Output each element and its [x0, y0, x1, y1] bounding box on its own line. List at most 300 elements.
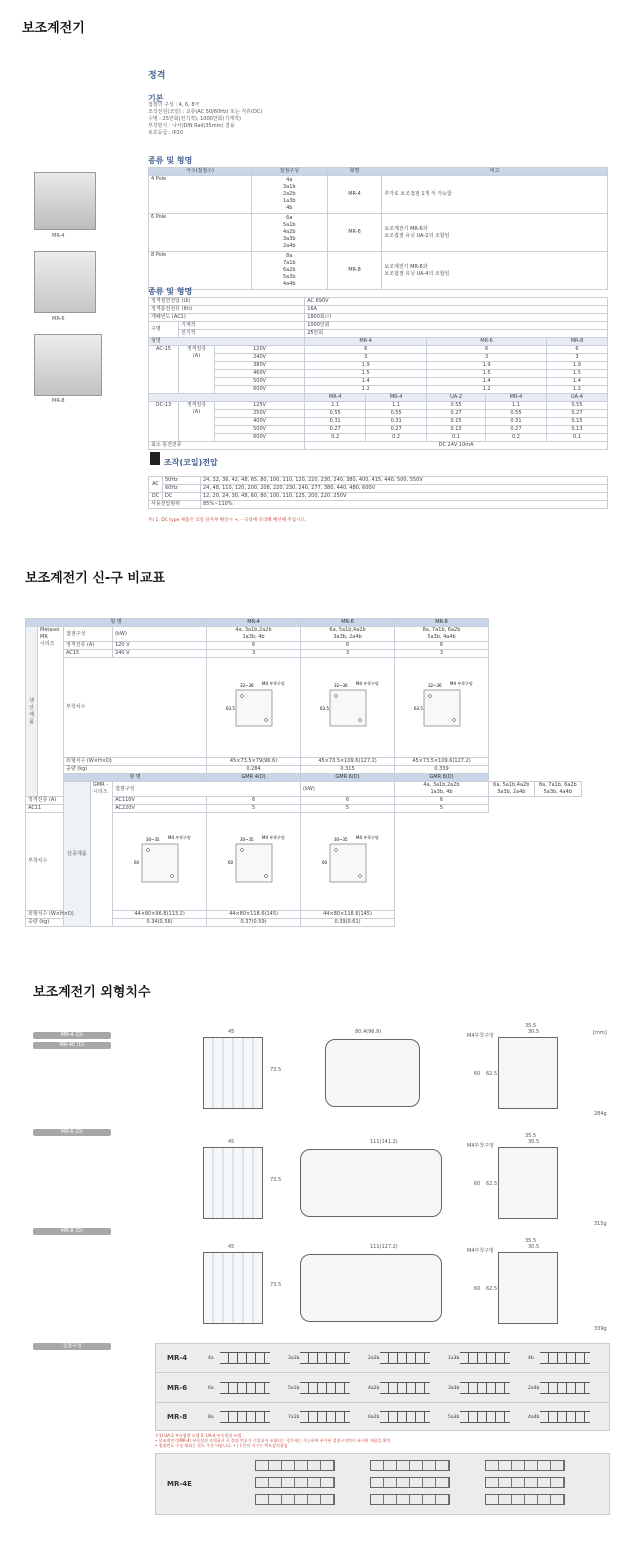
basic-line: 수명 : 25만회(전기적), 1000만회(기계적) [148, 116, 241, 122]
contact-symbol [540, 1382, 590, 1394]
weight-label: 284g [594, 1111, 607, 1117]
c: 4a, 3a1b,2a2b [235, 627, 272, 633]
divider [155, 1372, 610, 1373]
cell: 1.1 [305, 402, 366, 410]
mr4e-symbol [485, 1460, 565, 1471]
contact-model-mr4: MR-4 [167, 1354, 188, 1362]
contact-model-mr4e: MR-4E [167, 1480, 192, 1488]
rear-view [498, 1252, 558, 1324]
dim-front-height: 73.5 [270, 1282, 282, 1288]
contact-symbol [380, 1411, 430, 1423]
cell: 0.31 [366, 418, 427, 426]
cell: 0.55 [427, 402, 486, 410]
cell: 50Hz [163, 477, 201, 485]
cell: 3 [395, 650, 489, 658]
cell: 6 [546, 346, 607, 354]
contact-symbol [220, 1411, 270, 1423]
cell: 0.55 [485, 410, 546, 418]
c: (A) [192, 409, 201, 415]
cell: 1.1 [366, 402, 427, 410]
c: 3a3b, 2a4b [497, 789, 526, 795]
cell: 0.27 [485, 426, 546, 434]
cell: 수명 [149, 322, 179, 338]
cell: DC-13 [149, 402, 179, 442]
mr8-photo [34, 334, 102, 396]
mount-hole-label: M4부착구멍 [467, 1143, 494, 1149]
cell: 6 [427, 346, 547, 354]
mount-text: M4 부착구멍 [449, 681, 473, 686]
contact-notes [155, 1433, 610, 1448]
cell: 0.15 [546, 418, 607, 426]
mount-text: 63.5 [413, 706, 423, 711]
cell: 1.9 [305, 362, 427, 370]
coil-icon [150, 452, 160, 465]
c: 시리즈 [92, 789, 108, 795]
cell: 정격절연전압 (Ui) [149, 298, 305, 306]
mount-text: 32~36 [239, 683, 254, 688]
dim-top2: 30.5 [528, 1139, 540, 1145]
cell: 1800회/시 [305, 314, 608, 322]
mount-text: 30~35 [333, 837, 348, 842]
th: MR-8 [395, 619, 489, 627]
c: 6a, 5a1b,4a2b [329, 627, 366, 633]
basic-spec-list [148, 102, 448, 137]
c: 6a, 5a1b,4a2b [493, 782, 530, 788]
spec-heading: 정격 [148, 71, 166, 81]
cell: 0.39(0.61) [301, 919, 395, 927]
cell: 45×73.5×109.6(127.2) [395, 758, 489, 766]
mount-drawing-gmr6 [207, 813, 301, 911]
cell: 생산제품 [26, 627, 38, 797]
contact-symbol [460, 1382, 510, 1394]
front-view [203, 1252, 263, 1324]
c: 2a4b [282, 243, 296, 249]
cell: 1.5 [305, 370, 427, 378]
cell: 16A [305, 306, 608, 314]
cell: 1.9 [427, 362, 547, 370]
cell: DC [149, 493, 163, 501]
basic-line: 부착방식 : 나사/DIN Rail(35mm) 겸용 [148, 123, 235, 129]
cell: 24, 48, 110, 120, 200, 208, 220, 230, 240, 277, 380, 440, 480, 600V [201, 485, 608, 493]
cell: DC [163, 493, 201, 501]
model-pill: MR-6 (D) [33, 1129, 111, 1136]
c: (A) [192, 353, 201, 359]
cell: 3 [207, 650, 301, 658]
photo-label-mr8: MR-8 [52, 398, 65, 404]
cell: 0.27 [427, 410, 486, 418]
cell: 1.4 [305, 378, 427, 386]
mount-hole-label: M4부착구멍 [467, 1248, 494, 1254]
c: 1a3b, 4b [430, 789, 453, 795]
th: 비고 [382, 168, 608, 176]
contact-code: 2a4b [528, 1386, 540, 1391]
cell: 1.4 [427, 378, 547, 386]
th: GMR 6(D) [301, 774, 395, 782]
mount-text: M4 부착구멍 [355, 681, 379, 686]
cell: 정격통전전류 (Ith) [149, 306, 305, 314]
cell: 외형치수 (W×H×D) [64, 758, 207, 766]
mr4e-symbol [370, 1494, 450, 1505]
cell: 500V [215, 426, 305, 434]
cell: 60Hz [163, 485, 201, 493]
cell: 0.27 [305, 426, 366, 434]
cell: 120V [215, 346, 305, 354]
mount-drawing-gmr8 [301, 813, 395, 911]
mount-text: 60 [133, 860, 139, 865]
cell: 240V [215, 354, 305, 362]
mr4e-symbol [255, 1494, 335, 1505]
cell: UA-2 [427, 394, 486, 402]
cell: MR-6 [427, 338, 547, 346]
mount-hole-label: M4부착구멍 [467, 1033, 494, 1039]
c: 4a2b [282, 229, 296, 235]
cell: 정격전류 (A) [64, 642, 113, 650]
compare-table [25, 618, 582, 927]
cell: 12, 20, 24, 30, 48, 60, 80, 100, 110, 125, 200, 220, 250V [201, 493, 608, 501]
c: 1a3b [282, 198, 296, 204]
cell: 3 [427, 354, 547, 362]
cell: 6 [207, 797, 301, 805]
contact-symbol [300, 1382, 350, 1394]
cell: 44×80×96.8(113.2) [113, 911, 207, 919]
contact-symbol [460, 1352, 510, 1364]
mr4e-symbol [255, 1460, 335, 1471]
cell: 기계적 [179, 322, 305, 330]
cell: 400V [215, 418, 305, 426]
th: 극수(접점수) [149, 168, 252, 176]
th: GMR 4(D) [207, 774, 301, 782]
contact-code: 4a4b [528, 1415, 540, 1420]
c: Metasol [40, 627, 60, 633]
unit-label: [mm] [593, 1030, 607, 1036]
cell: 600V [215, 386, 305, 394]
cell: AC-15 [149, 346, 179, 394]
contact-code: 4a [208, 1356, 214, 1361]
cell: 25만회 [305, 330, 608, 338]
photo-label-mr6: MR-6 [52, 316, 65, 322]
cell: 0.31 [305, 418, 366, 426]
cell: AC11 [26, 805, 64, 813]
cell: AC220V [113, 805, 207, 813]
cell: 5 [301, 805, 395, 813]
types-heading: 종류 및 형명 [148, 156, 193, 165]
cell: 중량 (kg) [26, 919, 91, 927]
cell: 1.5 [427, 370, 547, 378]
cell: 250V [215, 410, 305, 418]
cell: (kW) [113, 627, 207, 642]
contact-code: 3a1b [288, 1356, 300, 1361]
mr4-photo [34, 172, 96, 230]
cell: 1000만회 [305, 322, 608, 330]
cell: MR-4 [366, 394, 427, 402]
cell: 240 V [113, 650, 207, 658]
contact-code: 1a3b [448, 1356, 460, 1361]
cell: 0.2 [366, 434, 427, 442]
c: 6a [286, 215, 293, 221]
cell: AC15 [64, 650, 113, 658]
cell: 1.5 [546, 370, 607, 378]
cell: UA-4 [546, 394, 607, 402]
cell: 0.284 [207, 766, 301, 774]
dim-width: 45 [228, 1029, 235, 1035]
dim-front-height: 73.5 [270, 1177, 282, 1183]
cell: 0.15 [427, 418, 486, 426]
coil-heading: 조작(코일)전압 [164, 458, 218, 467]
cell: 0.1 [427, 434, 486, 442]
cell: 44×80×118.6(145) [301, 911, 395, 919]
rating-heading: 종류 및 형명 [148, 287, 193, 296]
cell: 600V [215, 434, 305, 442]
note: 주1) UA-2 부속접점 모델 2. UA-4 부속접점 모델 [155, 1433, 242, 1438]
cell: 접점구성 [64, 627, 113, 642]
basic-line: 접점의 구성 : 4, 6, 8극 [148, 102, 200, 108]
dim-h2: 62.5 [486, 1071, 498, 1077]
compare-title: 보조계전기 신-구 비교표 [25, 571, 166, 586]
c: 3a3b, 2a4b [333, 634, 362, 640]
c: 2a2b [282, 191, 296, 197]
cell: 6 [301, 797, 395, 805]
mount-drawing-mr4 [207, 658, 301, 758]
c: 보조계전기 MR-6과 [384, 225, 428, 232]
dim-width: 45 [228, 1139, 235, 1145]
c: 보조접점 유닛 UA-2의 조합임 [384, 232, 450, 239]
rear-view [498, 1037, 558, 1109]
basic-line: 조작전원(코일) : 교류(AC 50/60Hz) 또는 직류(DC) [148, 109, 263, 115]
cell: MR-8 [327, 252, 382, 290]
cell: 380V [215, 362, 305, 370]
th: GMR 8(D) [395, 774, 489, 782]
cell: 0.34(0.56) [113, 919, 207, 927]
rating-table [148, 297, 608, 450]
cell: 6 [301, 642, 395, 650]
contact-symbol [540, 1352, 590, 1364]
cell: 6 [395, 642, 489, 650]
cell: 1.2 [427, 386, 547, 394]
c: 정격전류 [186, 402, 207, 408]
front-view [203, 1037, 263, 1109]
mr4e-symbol [255, 1477, 335, 1488]
c: 보조계전기 MR-8과 [384, 263, 428, 270]
cell: 6 [395, 797, 489, 805]
rear-view [498, 1147, 558, 1219]
c: 4a, 3a1b,2a2b [423, 782, 460, 788]
cell: 접점구성 [113, 782, 301, 797]
cell: 45×73.5×79(96.6) [207, 758, 301, 766]
mr4e-symbol [370, 1460, 450, 1471]
cell: 0.13 [546, 426, 607, 434]
cell: 120 V [113, 642, 207, 650]
cell: 4 Pole [149, 176, 252, 214]
cell: 0.2 [305, 434, 366, 442]
cell: MR-4 [305, 338, 427, 346]
model-pill: MR-8 (D) [33, 1228, 111, 1235]
th: MR-6 [301, 619, 395, 627]
cell: MR-8 [546, 338, 607, 346]
dim-h1: 60 [474, 1181, 481, 1187]
c: 5a3b, 4a4b [427, 634, 456, 640]
cell: 0.55 [305, 410, 366, 418]
dim-top: 35.5 [525, 1023, 537, 1029]
dim-top2: 30.5 [528, 1244, 540, 1250]
contact-code: 4b [528, 1356, 534, 1361]
c: 6a2b [282, 267, 296, 273]
cell: 3 [305, 354, 427, 362]
cell: 44×80×118.6(145) [207, 911, 301, 919]
cell: 0.27 [546, 410, 607, 418]
basic-line: 보호등급 : IP20 [148, 130, 184, 136]
cell: 85%~110% [201, 501, 608, 509]
side-view [325, 1039, 420, 1107]
c: 8a, 7a1b, 6a2b [538, 782, 577, 788]
cell: MR-4 [305, 394, 366, 402]
model-pill: MR-4 (D) [33, 1032, 111, 1039]
cell: (kW) [301, 782, 395, 797]
c: 3a3b [282, 236, 296, 242]
cell: AC 690V [305, 298, 608, 306]
dims-title: 보조계전기 외형치수 [33, 985, 151, 1000]
cell: 5 [207, 805, 301, 813]
cell: 0.13 [427, 426, 486, 434]
th: MR-4 [207, 619, 301, 627]
cell: 추가로 보조접점 1개 식 가능함 [382, 176, 608, 214]
dim-depth: 111(127.2) [370, 1244, 398, 1250]
cell: 1.2 [305, 386, 427, 394]
cell: 최소 통전전류 [149, 442, 305, 450]
cell: 3 [301, 650, 395, 658]
mount-text: M4 부착구멍 [167, 835, 191, 840]
mount-text: 32~36 [333, 683, 348, 688]
cell: 0.55 [366, 410, 427, 418]
dim-h2: 62.5 [486, 1286, 498, 1292]
mount-text: 30~35 [145, 837, 160, 842]
c: 보조접점 유닛 UA-4의 조합임 [384, 270, 450, 277]
cell: MR-6 [327, 214, 382, 252]
mount-text: 63.5 [319, 706, 329, 711]
c: MR [40, 634, 48, 640]
mr4e-symbol [485, 1494, 565, 1505]
c: 8a [286, 253, 293, 259]
mount-text: 60 [227, 860, 233, 865]
cell: 0.339 [395, 766, 489, 774]
basic-heading: 기본 [148, 94, 164, 103]
cell: 3 [546, 354, 607, 362]
cell: 1.9 [546, 362, 607, 370]
note: • 보조계전기(MR-4) 부속접점 모델표시 시 접점 번호가 기입되어 조립되는 경우에는 가능하여 부가된 접점구성만이 표시된 제품을 확인 [155, 1438, 391, 1443]
cell: 0.31 [485, 418, 546, 426]
mount-text: 63.5 [225, 706, 235, 711]
cell: MR-4 [327, 176, 382, 214]
cell: 전기적 [179, 330, 305, 338]
contact-symbol [220, 1352, 270, 1364]
cell: 0.2 [485, 434, 546, 442]
th: 형명 [327, 168, 382, 176]
mr6-photo [34, 251, 96, 313]
contact-code: 5a1b [288, 1386, 300, 1391]
cell: 6 Pole [149, 214, 252, 252]
cell: 형명 [149, 338, 305, 346]
contact-code: 8a [208, 1415, 214, 1420]
dim-top2: 30.5 [528, 1029, 540, 1035]
contact-code: 4a2b [368, 1386, 380, 1391]
mount-text: 60 [321, 860, 327, 865]
mount-text: M4 부착구멍 [261, 681, 285, 686]
th: 접점구성 [251, 168, 327, 176]
cell: 45×73.5×109.6(127.2) [301, 758, 395, 766]
dim-top: 35.5 [525, 1133, 537, 1139]
dim-h1: 60 [474, 1071, 481, 1077]
mount-text: M4 부착구멍 [355, 835, 379, 840]
c: 시리즈 [40, 641, 55, 647]
c: 정격전류 [186, 346, 207, 352]
th: 형 명 [64, 774, 207, 782]
mr4e-symbol [370, 1477, 450, 1488]
cell: AC110V [113, 797, 207, 805]
mr4e-symbol [485, 1477, 565, 1488]
cell: 중량 (kg) [64, 766, 207, 774]
cell: 0.55 [546, 402, 607, 410]
contact-pill: 접점구성 [33, 1343, 111, 1350]
c: 3a1b [282, 184, 296, 190]
c: 4a [286, 177, 293, 183]
contact-code: 5a3b [448, 1415, 460, 1420]
cell: 1.4 [546, 378, 607, 386]
contact-symbol [380, 1352, 430, 1364]
types-table [148, 167, 608, 290]
cell: 0.27 [366, 426, 427, 434]
weight-label: 315g [594, 1221, 607, 1227]
dim-depth: 80.4(96.9) [355, 1029, 382, 1035]
cell: 부착치수 [26, 813, 91, 911]
dim-h2: 62.5 [486, 1181, 498, 1187]
cell: 개폐빈도 (AC1) [149, 314, 305, 322]
c: 1a3b, 4b [242, 634, 265, 640]
cell: AC [149, 477, 163, 493]
side-view [300, 1254, 442, 1322]
cell: 5 [395, 805, 489, 813]
cell: 사용전압범위 [149, 501, 201, 509]
cell: 정격전류 (A) [26, 797, 64, 805]
cell: 6 [305, 346, 427, 354]
page-title-relay: 보조계전기 [22, 21, 85, 36]
cell: 1.1 [485, 402, 546, 410]
cell: 460V [215, 370, 305, 378]
front-view [203, 1147, 263, 1219]
contact-code: 6a [208, 1386, 214, 1391]
cell: 외형치수 (W×H×D) [26, 911, 91, 919]
contact-code: 2a2b [368, 1356, 380, 1361]
coil-footnote: 주) 1. DC type 제품은 코일 단자부 확인시 +, - 극성에 유의해 배선해 주십시오. [148, 518, 307, 523]
mount-drawing-mr6 [301, 658, 395, 758]
photo-label-mr4: MR-4 [52, 233, 65, 239]
contact-symbol [300, 1352, 350, 1364]
c: GMR - [92, 782, 108, 788]
cell: DC 24V 10mA [305, 442, 608, 450]
contact-code: 6a2b [368, 1415, 380, 1420]
c: 8a, 7a1b, 6a2b [422, 627, 461, 633]
th: 형 명 [26, 619, 207, 627]
dim-width: 45 [228, 1244, 235, 1250]
dim-front-height: 73.5 [270, 1067, 282, 1073]
cell: MR-4 [485, 394, 546, 402]
mount-text: 32~36 [427, 683, 442, 688]
contact-symbol [540, 1411, 590, 1423]
side-view [300, 1149, 442, 1217]
contact-model-mr8: MR-8 [167, 1413, 188, 1421]
cell: 0.37(0.59) [207, 919, 301, 927]
weight-label: 339g [594, 1326, 607, 1332]
cell: 24, 32, 36, 42, 48, 65, 80, 100, 110, 120, 220, 230, 240, 380, 400, 415, 440, 500, 550V [201, 477, 608, 485]
contact-model-mr6: MR-6 [167, 1384, 188, 1392]
